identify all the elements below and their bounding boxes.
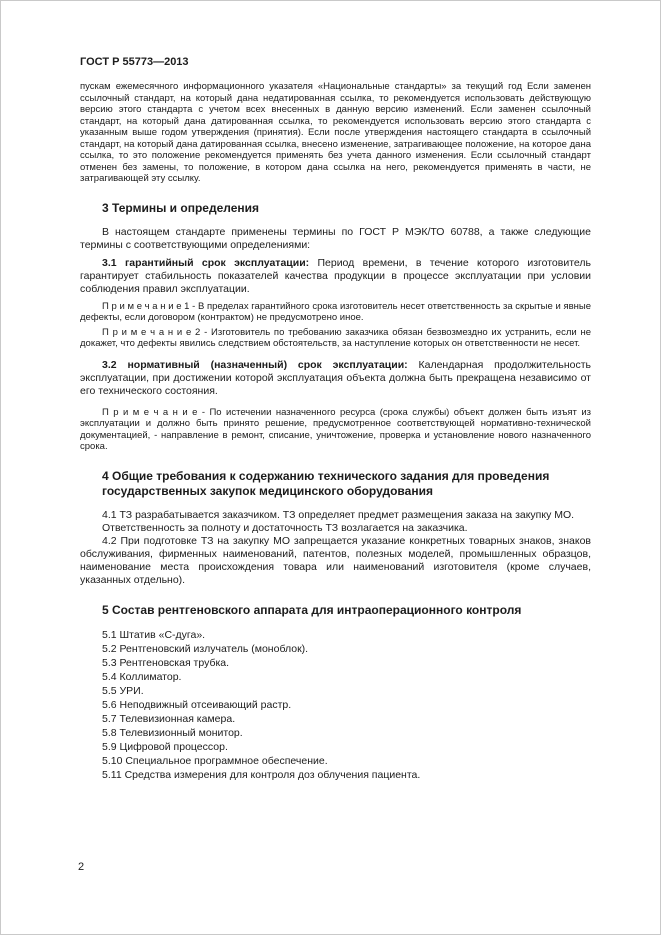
doc-code: ГОСТ Р 55773—2013 bbox=[80, 56, 189, 68]
section-3-heading: 3 Термины и определения bbox=[102, 200, 260, 215]
term-3-2-number: 3.2 bbox=[102, 358, 117, 371]
note-3: П р и м е ч а н и е - По истечении назначенного ресурса (срока службы) объект должен быть изъят из эксплуатации и должно быть принято решение, предусмотренное соответствующей нормативно-технической документацией, - направление в ремонт, списание, уничтожение, проверка и установление нового назначенного срока. bbox=[80, 406, 591, 452]
paragraph-4-2: 4.2 При подготовке ТЗ на закупку МО запрещается указание конкретных товарных знаков, знаков обслуживания, фирменных наименований, патентов, полезных моделей, промышленных образцов, наименование места происхождения товара или наименований изготовителя (кроме случаев, указанных отдельно). bbox=[80, 534, 591, 586]
list-item: 5.1 Штатив «С-дуга». bbox=[102, 628, 206, 641]
continuation-paragraph: пускам ежемесячного информационного указателя «Национальные стандарты» за текущий год Если заменен ссылочный стандарт, на который дана недатированная ссылка, то рекомендуется использовать действующую версию этого стандарта с учетом всех внесенных в данную версию изменений. Если заменен ссылочный стандарт, на который дана датированная ссылка, то рекомендуется использовать версию этого стандарта с указанным выше годом утверждения (принятия). Если после утверждения настоящего стандарта в ссылочный стандарт, на который дана датированная ссылка, внесено изменение, затрагивающее положение, на которое дана ссылка, то это положение рекомендуется применять без учета данного изменения. Если ссылочный стандарт отменен без замены, то положение, в котором дана ссылка на него, рекомендуется применять в части, не затрагивающей эту ссылку. bbox=[80, 81, 591, 184]
section-3-intro: В настоящем стандарте применены термины по ГОСТ Р МЭК/ТО 60788, а также следующие термины с соответствующими определениями: bbox=[80, 225, 591, 251]
paragraph-4-1: 4.1 ТЗ разрабатывается заказчиком. ТЗ определяет предмет размещения заказа на закупку МО. bbox=[102, 508, 575, 521]
note-2: П р и м е ч а н и е 2 - Изготовитель по требованию заказчика обязан безвозмездно их устранить, если не докажет, что дефекты явились следствием обстоятельств, за наступление которых он ответственности не несет. bbox=[80, 326, 591, 349]
list-item: 5.5 УРИ. bbox=[102, 684, 144, 697]
list-item: 5.8 Телевизионный монитор. bbox=[102, 726, 243, 739]
note-1: П р и м е ч а н и е 1 - В пределах гарантийного срока изготовитель несет ответственность за скрытые и явные дефекты, если договором (контрактом) не предусмотрено иное. bbox=[80, 300, 591, 323]
section-5-list bbox=[80, 628, 591, 782]
list-item: 5.6 Неподвижный отсеивающий растр. bbox=[102, 698, 292, 711]
term-3-2-definition: Календарная продолжительность эксплуатации, при достижении которой эксплуатация объекта должна быть прекращена независимо от его технического состояния. bbox=[80, 358, 591, 397]
list-item: 5.11 Средства измерения для контроля доз облучения пациента. bbox=[102, 768, 421, 781]
paragraph-4-1b: Ответственность за полноту и достаточность ТЗ возлагается на заказчика. bbox=[102, 521, 468, 534]
list-item: 5.4 Коллиматор. bbox=[102, 670, 182, 683]
page-number: 2 bbox=[78, 861, 85, 873]
section-4-heading: 4 Общие требования к содержанию технического задания для проведения государственных закупок медицинского оборудования bbox=[102, 468, 550, 498]
term-3-1-definition: Период времени, в течение которого изготовитель гарантирует стабильность показателей качества продукции в процессе эксплуатации при условии соблюдения правил эксплуатации. bbox=[80, 256, 591, 295]
term-3-2 bbox=[80, 359, 591, 398]
list-item: 5.10 Специальное программное обеспечение. bbox=[102, 754, 328, 767]
list-item: 5.7 Телевизионная камера. bbox=[102, 712, 236, 725]
list-item: 5.2 Рентгеновский излучатель (моноблок). bbox=[102, 642, 309, 655]
section-5-heading: 5 Состав рентгеновского аппарата для интраоперационного контроля bbox=[102, 602, 522, 617]
term-3-2-name: нормативный (назначенный) срок эксплуатации: bbox=[127, 358, 408, 371]
term-3-1-name: гарантийный срок эксплуатации: bbox=[124, 256, 310, 269]
term-3-1-number: 3.1 bbox=[102, 256, 117, 269]
list-item: 5.3 Рентгеновская трубка. bbox=[102, 656, 230, 669]
term-3-1 bbox=[80, 257, 591, 296]
list-item: 5.9 Цифровой процессор. bbox=[102, 740, 228, 753]
